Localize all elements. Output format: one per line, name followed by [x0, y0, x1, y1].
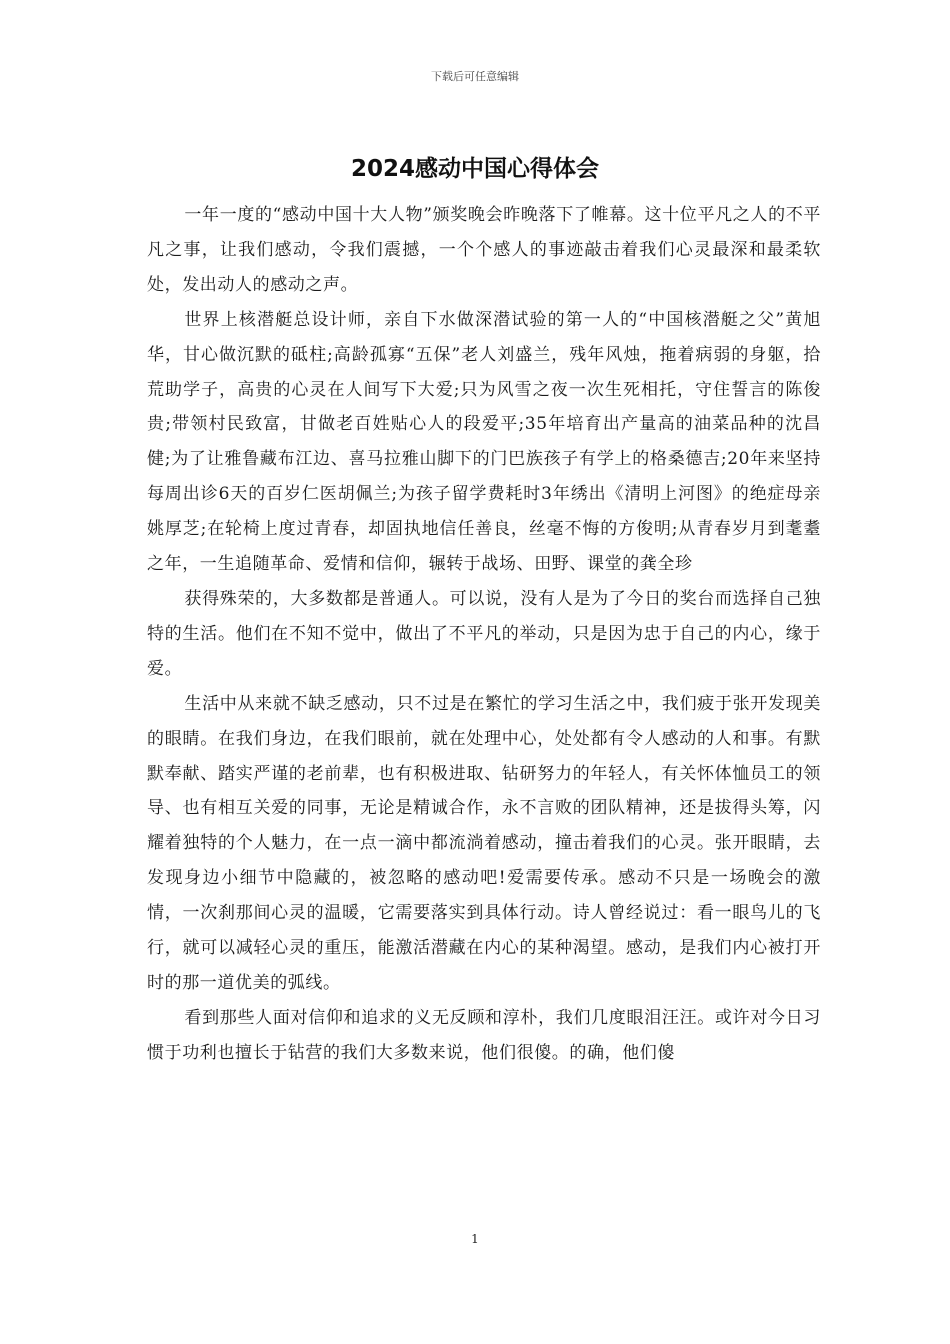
document-body: [147, 198, 821, 1071]
page-number: 1: [471, 1232, 479, 1246]
document-title: 2024感动中国心得体会: [350, 156, 599, 182]
paragraph: 看到那些人面对信仰和追求的义无反顾和淳朴，我们几度眼泪汪汪。或许对今日习惯于功利也擅长于钻营的我们大多数来说，他们很傻。的确，他们傻: [147, 1007, 821, 1063]
paragraph: 获得殊荣的，大多数都是普通人。可以说，没有人是为了今日的奖台而选择自己独特的生活。他们在不知不觉中，做出了不平凡的举动，只是因为忠于自己的内心，缘于爱。: [147, 588, 821, 679]
paragraph: 生活中从来就不缺乏感动，只不过是在繁忙的学习生活之中，我们疲于张开发现美的眼睛。在我们身边，在我们眼前，就在处理中心，处处都有令人感动的人和事。有默默奉献、踏实严谨的老前辈，也有积极进取、钻研努力的年轻人，有关怀体恤员工的领导、也有相互关爱的同事，无论是精诚合作，永不言败的团队精神，还是拔得头筹，闪耀着独特的个人魅力，在一点一滴中都流淌着感动，撞击着我们的心灵。张开眼睛，去发现身边小细节中隐藏的，被忽略的感动吧!爱需要传承。感动不只是一场晚会的激情，一次刹那间心灵的温暖，它需要落实到具体行动。诗人曾经说过：看一眼鸟儿的飞行，就可以减轻心灵的重压，能激活潜藏在内心的某种渴望。感动，是我们内心被打开时的那一道优美的弧线。: [147, 693, 821, 993]
paragraph: 世界上核潜艇总设计师，亲自下水做深潜试验的第一人的“中国核潜艇之父”黄旭华，甘心做沉默的砥柱;高龄孤寡“五保”老人刘盛兰，残年风烛，拖着病弱的身躯，拾荒助学子，高贵的心灵在人间写下大爱;只为风雪之夜一次生死相托，守住誓言的陈俊贵;带领村民致富，甘做老百姓贴心人的段爱平;35年培育出产量高的油菜品种的沈昌健;为了让雅鲁藏布江边、喜马拉雅山脚下的门巴族孩子有学上的格桑德吉;20年来坚持每周出诊6天的百岁仁医胡佩兰;为孩子留学费耗时3年绣出《清明上河图》的绝症母亲姚厚芝;在轮椅上度过青春，却固执地信任善良，丝毫不悔的方俊明;从青春岁月到耄耋之年，一生追随革命、爱情和信仰，辗转于战场、田野、课堂的龚全珍: [147, 309, 821, 575]
paragraph: 一年一度的“感动中国十大人物”颁奖晚会昨晚落下了帷幕。这十位平凡之人的不平凡之事，让我们感动，令我们震撼，一个个感人的事迹敲击着我们心灵最深和最柔软处，发出动人的感动之声。: [147, 205, 821, 295]
header-note: 下载后可任意编辑: [431, 70, 519, 83]
